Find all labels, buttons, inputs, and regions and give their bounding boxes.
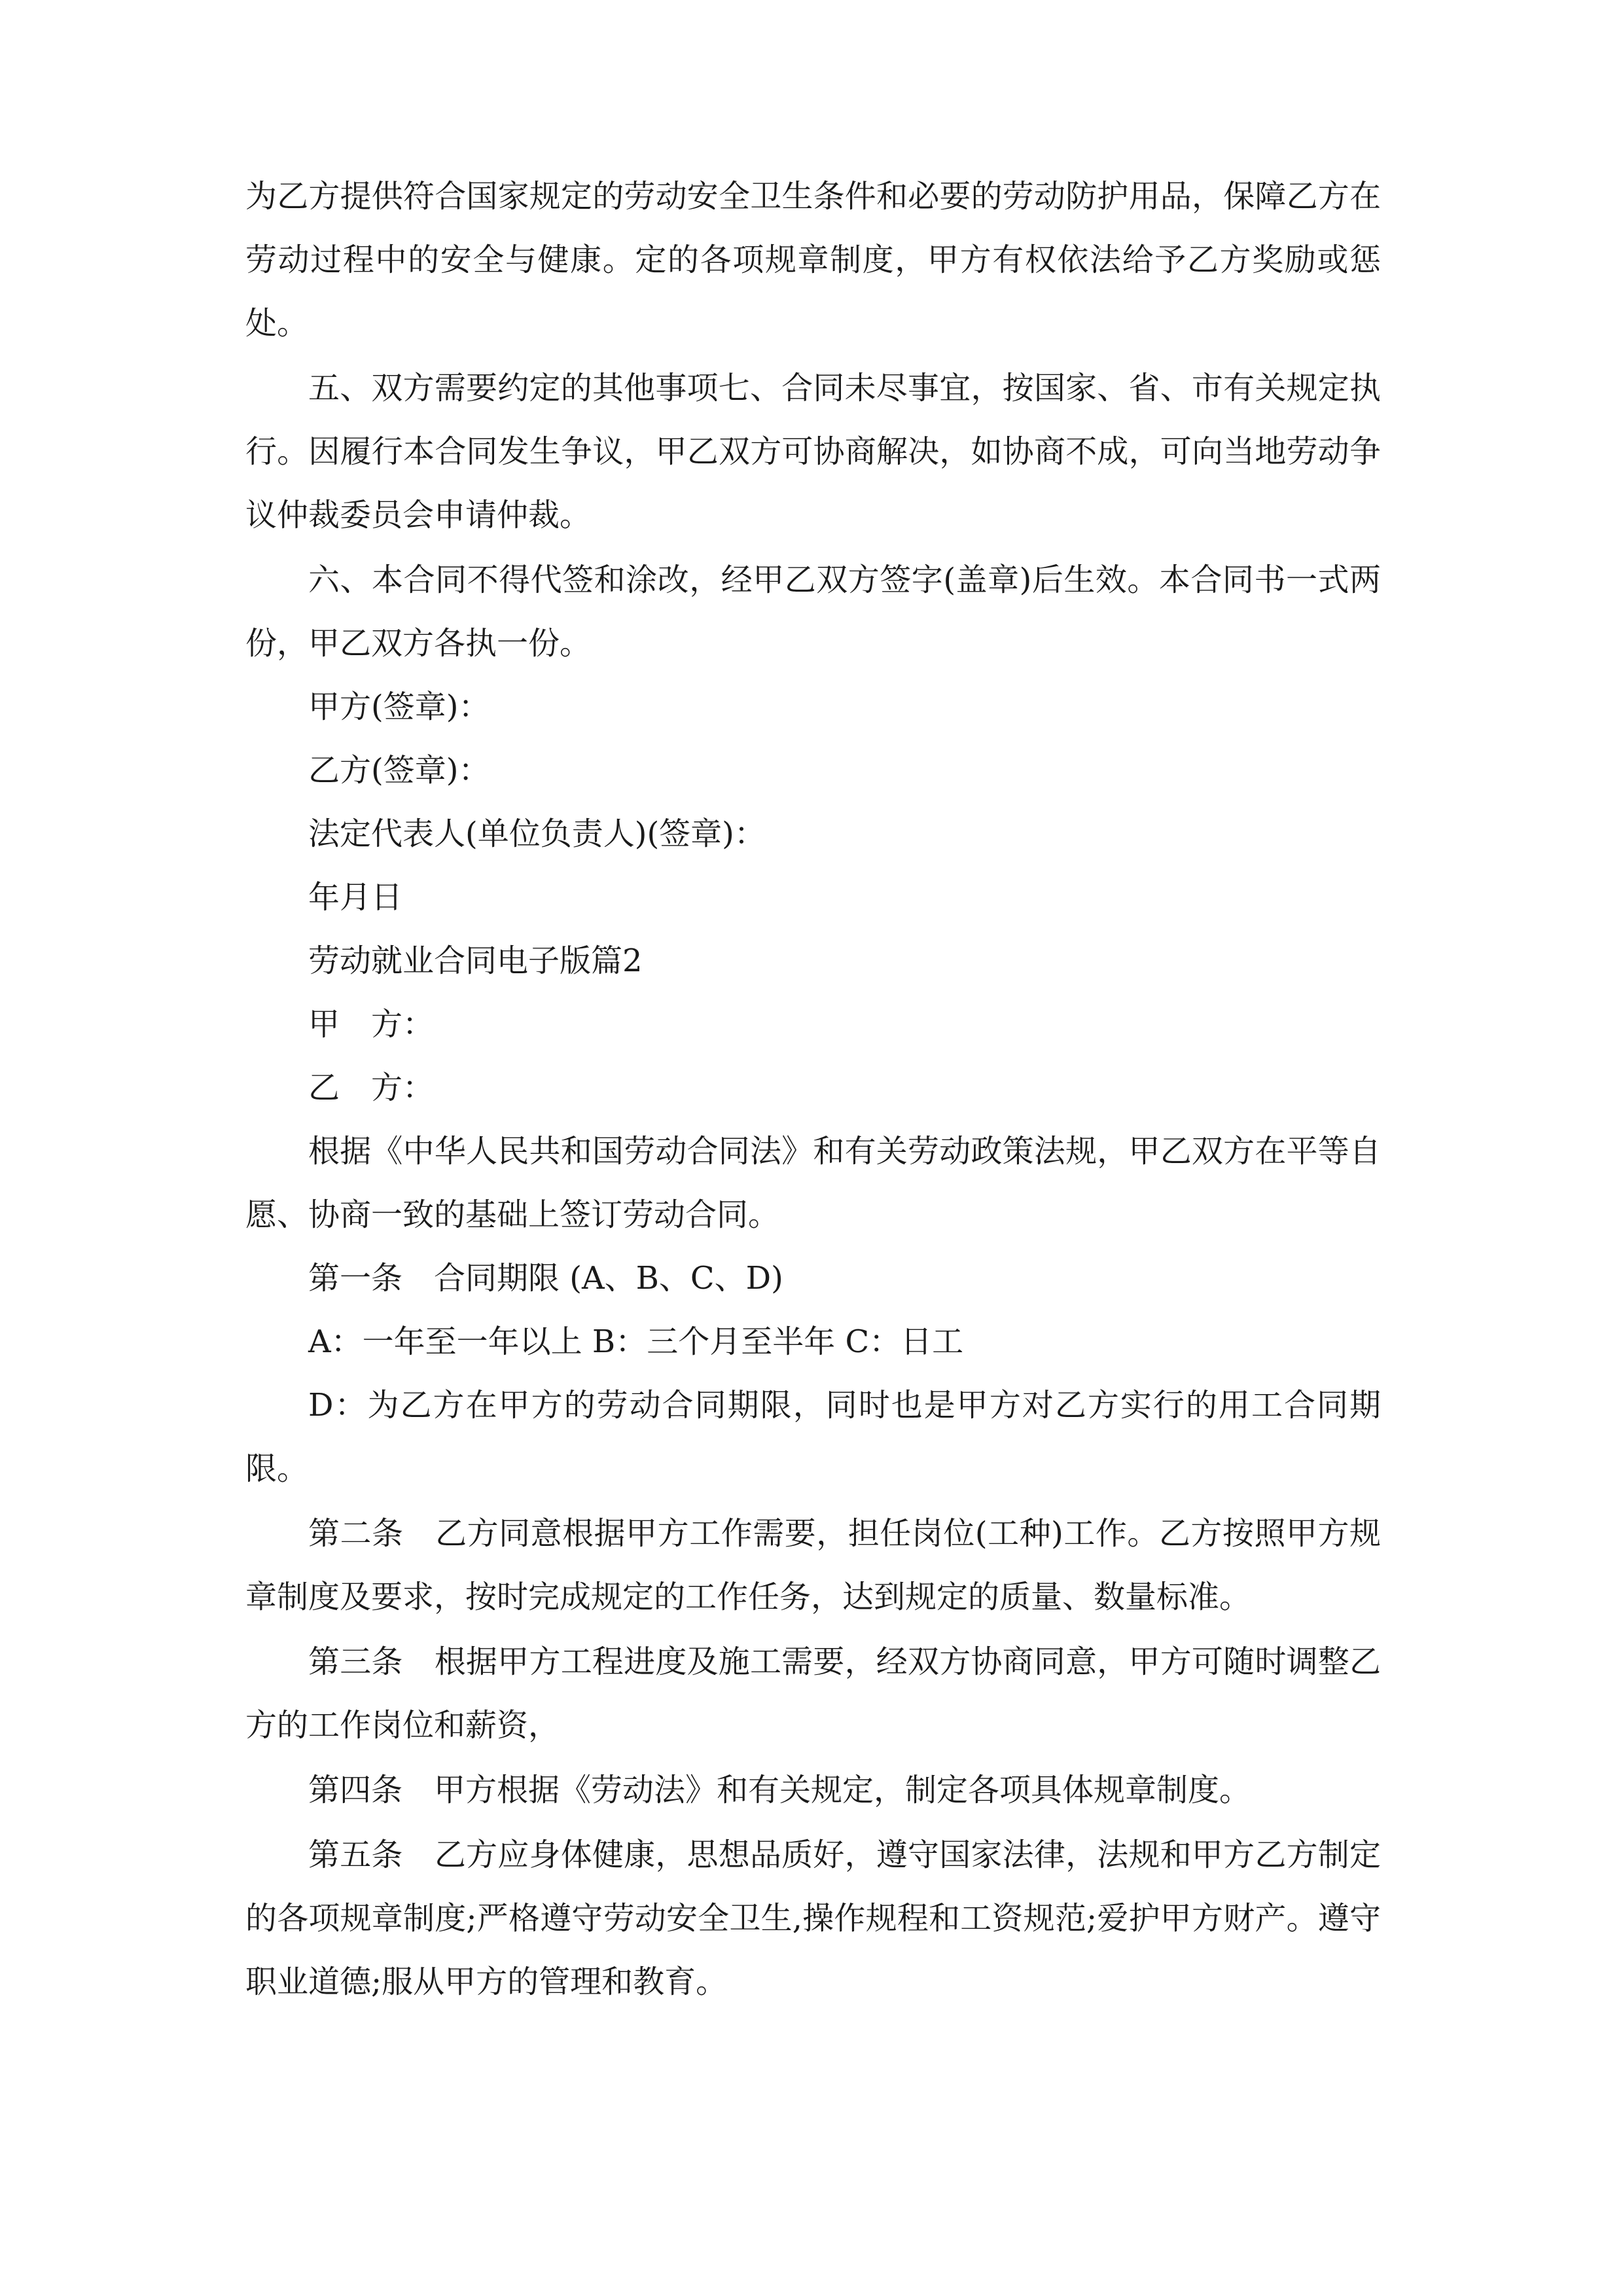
article-4: 第四条 甲方根据《劳动法》和有关规定，制定各项具体规章制度。: [308, 1772, 1251, 1808]
article-5: 第五条 乙方应身体健康，思想品质好，遵守国家法律，法规和甲方乙方制定的各项规章制度;严格遵守劳动安全卫生,操作规程和工资规范;爱护甲方财产。遵守职业道德;服从甲方的管理和教育。: [245, 1837, 1381, 2000]
party-b-line: 乙 方：: [308, 1069, 435, 1106]
article-2: 第二条 乙方同意根据甲方工作需要，担任岗位(工种)工作。乙方按照甲方规章制度及要求，按时完成规定的工作任务，达到规定的质量、数量标准。: [245, 1515, 1381, 1615]
article-1-option-d: D：为乙方在甲方的劳动合同期限，同时也是甲方对乙方实行的用工合同期限。: [245, 1387, 1381, 1487]
article-3: 第三条 根据甲方工程进度及施工需要，经双方协商同意，甲方可随时调整乙方的工作岗位和薪资，: [245, 1643, 1381, 1744]
article-1-options: A：一年至一年以上 B：三个月至半年 C：日工: [308, 1323, 964, 1360]
paragraph-clause-6: 六、本合同不得代签和涂改，经甲乙双方签字(盖章)后生效。本合同书一式两份，甲乙双方各执一份。: [245, 562, 1381, 662]
party-a-line: 甲 方：: [308, 1006, 435, 1043]
article-1-heading: 第一条 合同期限 (A、B、C、D): [308, 1260, 783, 1297]
party-b-signature-line: 乙方(签章)：: [308, 752, 490, 789]
document-body: [245, 165, 1381, 2014]
preamble-paragraph: 根据《中华人民共和国劳动合同法》和有关劳动政策法规，甲乙双方在平等自愿、协商一致的基础上签订劳动合同。: [245, 1133, 1381, 1233]
paragraph-clause-5: 五、双方需要约定的其他事项七、合同未尽事宜，按国家、省、市有关规定执行。因履行本合同发生争议，甲乙双方可协商解决，如协商不成，可向当地劳动争议仲裁委员会申请仲裁。: [245, 370, 1381, 533]
date-line: 年月日: [308, 879, 403, 916]
paragraph-1: 为乙方提供符合国家规定的劳动安全卫生条件和必要的劳动防护用品，保障乙方在劳动过程中的安全与健康。定的各项规章制度，甲方有权依法给予乙方奖励或惩处。: [245, 178, 1381, 342]
section-heading: 劳动就业合同电子版篇2: [308, 942, 643, 979]
legal-representative-signature-line: 法定代表人(单位负责人)(签章)：: [308, 816, 766, 852]
party-a-signature-line: 甲方(签章)：: [308, 689, 490, 725]
